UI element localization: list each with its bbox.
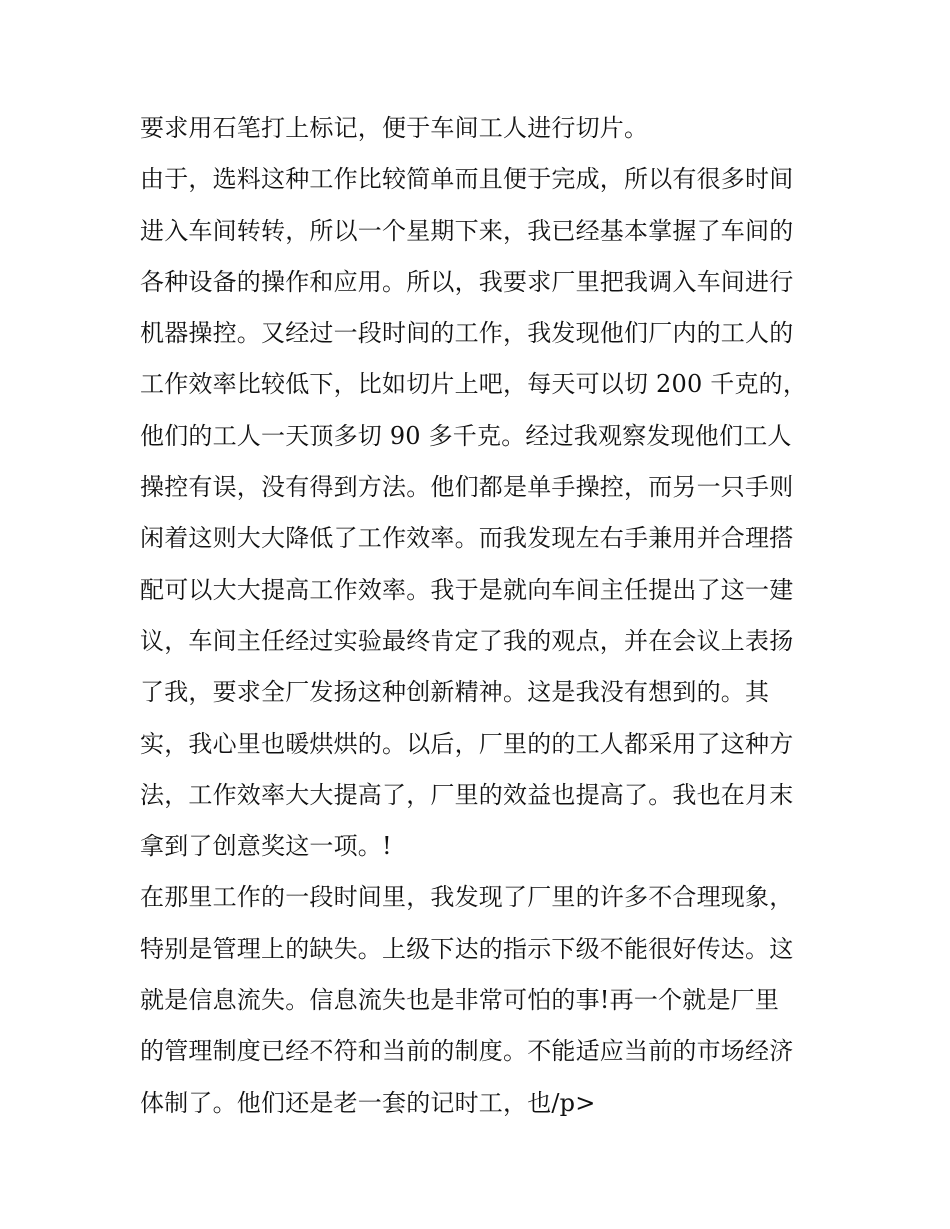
- document-body: [140, 103, 820, 1129]
- text-line-18: 就是信息流失。信息流失也是非常可怕的事!再一个就是厂里: [140, 986, 780, 1015]
- text-line-15: 拿到了创意奖这一项。!: [140, 832, 392, 861]
- text-line-4: 各种设备的操作和应用。所以，我要求厂里把我调入车间进行: [140, 267, 794, 296]
- text-line-3: 进入车间转转，所以一个星期下来，我已经基本掌握了车间的: [140, 216, 794, 245]
- text-line-2: 由于，选料这种工作比较简单而且便于完成，所以有很多时间: [140, 165, 794, 194]
- text-line-12: 了我，要求全厂发扬这种创新精神。这是我没有想到的。其: [140, 678, 770, 707]
- text-line-17: 特别是管理上的缺失。上级下达的指示下级不能很好传达。这: [140, 934, 794, 963]
- text-line-19: 的管理制度已经不符和当前的制度。不能适应当前的市场经济: [140, 1037, 794, 1066]
- text-line-13: 实，我心里也暖烘烘的。以后，厂里的的工人都采用了这种方: [140, 729, 794, 758]
- text-line-7: 他们的工人一天顶多切 90 多千克。经过我观察发现他们工人: [140, 421, 792, 450]
- text-line-6: 工作效率比较低下，比如切片上吧，每天可以切 200 千克的，: [140, 370, 808, 399]
- text-line-8: 操控有误，没有得到方法。他们都是单手操控，而另一只手则: [140, 473, 794, 502]
- text-line-5: 机器操控。又经过一段时间的工作，我发现他们厂内的工人的: [140, 319, 794, 348]
- text-line-20: 体制了。他们还是老一套的记时工，也/p>: [140, 1088, 596, 1117]
- text-line-10: 配可以大大提高工作效率。我于是就向车间主任提出了这一建: [140, 575, 794, 604]
- text-line-14: 法，工作效率大大提高了，厂里的效益也提高了。我也在月末: [140, 780, 794, 809]
- text-line-11: 议，车间主任经过实验最终肯定了我的观点，并在会议上表扬: [140, 626, 794, 655]
- text-line-16: 在那里工作的一段时间里，我发现了厂里的许多不合理现象，: [140, 883, 794, 912]
- text-line-9: 闲着这则大大降低了工作效率。而我发现左右手兼用并合理搭: [140, 524, 794, 553]
- text-line-1: 要求用石笔打上标记，便于车间工人进行切片。: [140, 114, 649, 142]
